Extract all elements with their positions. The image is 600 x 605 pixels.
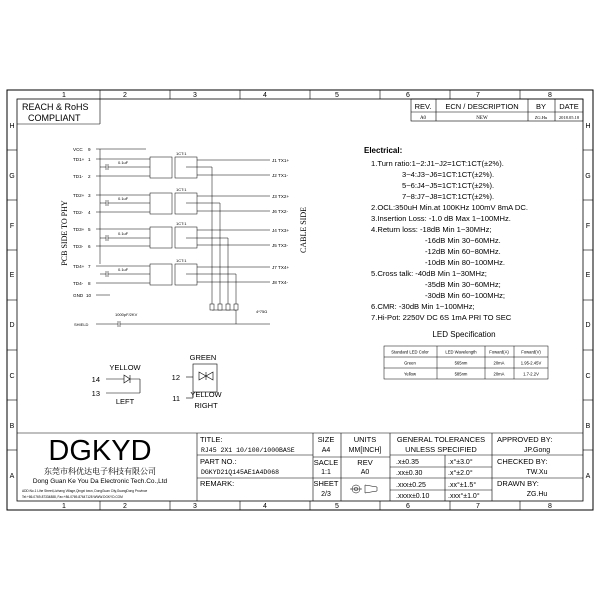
cable-pin-label: J2 TX1- xyxy=(272,173,288,178)
cable-pin-label: J6 TX2- xyxy=(272,209,288,214)
pcb-side-label: PCB SIDE TO PHY xyxy=(60,200,69,266)
col-number: 6 xyxy=(406,92,410,99)
schematic-labels xyxy=(74,151,267,327)
led-header: LED Wavelength xyxy=(445,349,477,355)
row-letter: C xyxy=(585,373,591,380)
row-letter: B xyxy=(585,423,591,430)
title-value: RJ45 2X1 10/100/1000BASE xyxy=(201,447,295,454)
spec-line: 5~6:J4~J5=1CT:1CT(±2%). xyxy=(402,181,495,190)
right-pin-labels xyxy=(272,158,289,285)
tolerance-cell: .xxx°±1.0° xyxy=(448,493,480,500)
shield-label: SHIELD xyxy=(74,322,89,327)
pin-label: TD2- xyxy=(73,210,84,215)
col-number: 7 xyxy=(476,503,480,510)
col-number: 7 xyxy=(476,92,480,99)
row-letter: H xyxy=(585,123,591,130)
electrical-title: Electrical: xyxy=(364,146,403,155)
tolerance-title: GENERAL TOLERANCES xyxy=(396,435,486,444)
revision-table xyxy=(411,99,583,121)
cable-pin-label: J5 TX3- xyxy=(272,243,288,248)
ecn-value: NEW xyxy=(476,116,488,121)
led-cell: Yellow xyxy=(404,371,416,377)
rev-value: A0 xyxy=(419,116,427,121)
tolerance-cell: .xxxx±0.10 xyxy=(396,493,430,500)
spec-line: 1.Turn ratio:1~2:J1~J2=1CT:1CT(±2%). xyxy=(371,159,504,168)
pin-label: TD3+ xyxy=(73,227,85,232)
row-letter: F xyxy=(9,223,15,230)
remark-label: REMARK: xyxy=(200,479,235,488)
part-value: DGKYD21Q145AE1A4D068 xyxy=(201,469,280,476)
led-side-label: LEFT xyxy=(115,397,135,406)
spec-line: 3.Insertion Loss: -1.0 dB Max 1~100MHz. xyxy=(371,214,511,223)
size-value: A4 xyxy=(321,447,331,454)
row-letter: E xyxy=(9,272,15,279)
sheet-value: 2/3 xyxy=(321,491,331,498)
units-value: MM[INCH] xyxy=(348,447,382,454)
spec-line: -10dB Min 80~100MHz. xyxy=(425,258,505,267)
pin-number: 4 xyxy=(88,210,91,215)
col-number: 3 xyxy=(193,92,197,99)
col-number: 8 xyxy=(548,503,552,510)
by-value: ZG.Hu xyxy=(534,115,548,120)
spec-line: 7~8:J7~J8=1CT:1CT(±2%). xyxy=(402,192,495,201)
col-number: 5 xyxy=(335,92,339,99)
led-cell: 565nm xyxy=(454,360,468,366)
spec-line: 7.Hi-Pot: 2250V DC 6S 1mA PRI TO SEC xyxy=(371,313,512,322)
company-contact: Tel:+86-0769-87334888, Fax:+86-0769-87647128 WWW.DGKYD.COM xyxy=(22,495,123,499)
transformer-label: 1CT:1 xyxy=(176,258,187,263)
pin-label: TD1- xyxy=(73,174,84,179)
pin-number: 5 xyxy=(88,227,91,232)
column-numbers-bottom xyxy=(62,503,552,510)
by-header: BY xyxy=(535,102,547,111)
col-number: 5 xyxy=(335,503,339,510)
row-letter: C xyxy=(9,373,15,380)
cable-side-label: CABLE SIDE xyxy=(299,207,308,253)
pin-label: VCC xyxy=(73,147,83,152)
title-label: TITLE: xyxy=(200,435,223,444)
cable-pin-label: J4 TX3+ xyxy=(272,228,290,233)
cap-label: 0.1uF xyxy=(118,160,129,165)
checked-value: TW.Xu xyxy=(526,469,548,476)
units-label: UNITS xyxy=(353,435,377,444)
col-number: 4 xyxy=(263,92,267,99)
row-letter: F xyxy=(585,223,591,230)
pin-label: TD4- xyxy=(73,281,84,286)
drawn-value: ZG.Hu xyxy=(526,491,548,498)
electrical-specs xyxy=(364,146,528,322)
row-letter: A xyxy=(9,473,15,480)
pin-number: 9 xyxy=(88,147,91,152)
row-letter: G xyxy=(585,173,591,180)
compliance-label xyxy=(22,102,89,123)
led-cell: 20mA xyxy=(493,360,505,366)
compliance-line: REACH & RoHS xyxy=(22,102,89,112)
spec-line: 4.Return loss: -18dB Min 1~30MHz; xyxy=(371,225,492,234)
approved-value: JP.Gong xyxy=(523,447,551,454)
tolerance-cell: .xx±0.30 xyxy=(396,470,423,477)
pin-label: TD4+ xyxy=(73,264,85,269)
col-number: 1 xyxy=(62,503,66,510)
sheet-label: SHEET xyxy=(313,479,339,488)
transformer-label: 1CT:1 xyxy=(176,151,187,156)
spec-line: 6.CMR: -30dB Min 1~100MHz; xyxy=(371,302,475,311)
company-address: ADD:No.1 Lihe Street,Lizhang Village,Qingxi town, DongGuan City,GuangDong Province xyxy=(22,489,148,493)
projection-symbol-icon xyxy=(350,485,377,493)
spec-line: 5.Cross talk: -40dB Min 1~30MHz; xyxy=(371,269,487,278)
pin-number: 2 xyxy=(88,174,91,179)
led-pin: 13 xyxy=(91,389,100,398)
row-letter: E xyxy=(585,272,591,279)
pin-label: TD3- xyxy=(73,244,84,249)
column-numbers-top xyxy=(62,92,552,99)
scale-label: SACLE xyxy=(313,458,339,467)
compliance-line: COMPLIANT xyxy=(28,113,81,123)
spec-line: 2.OCL:350uH Min.at 100KHz 100mV 8mA DC. xyxy=(371,203,529,212)
spec-line: 3~4:J3~J6=1CT:1CT(±2%). xyxy=(402,170,495,179)
row-letters-right xyxy=(585,123,590,480)
row-letter: D xyxy=(9,322,15,329)
row-letter: G xyxy=(9,173,15,180)
magnetics-schematic xyxy=(73,147,270,327)
tolerance-rows xyxy=(396,458,480,500)
led-cell: 1.7-2.2V xyxy=(523,371,539,377)
led-cell: 20mA xyxy=(493,371,505,377)
col-number: 1 xyxy=(62,92,66,99)
cap-label: 0.1uF xyxy=(118,196,129,201)
part-label: PART NO.: xyxy=(200,457,237,466)
transformer-label: 1CT:1 xyxy=(176,187,187,192)
led-spec-table xyxy=(384,346,548,379)
pin-number: 8 xyxy=(88,281,91,286)
led-pin: 14 xyxy=(91,375,100,384)
row-markers xyxy=(7,150,593,450)
spec-line: -12dB Min 60~80MHz. xyxy=(425,247,501,256)
rev-label: REV xyxy=(357,458,373,467)
col-number: 8 xyxy=(548,92,552,99)
led-cell: Green xyxy=(404,360,416,366)
led-left xyxy=(92,363,142,406)
row-letter: H xyxy=(9,123,15,130)
pin-number: 6 xyxy=(88,244,91,249)
led-cell: 585nm xyxy=(454,371,468,377)
led-pin: 12 xyxy=(171,373,180,382)
spec-line: -30dB Min 60~100MHz; xyxy=(425,291,505,300)
cable-pin-label: J8 TX4- xyxy=(272,280,288,285)
resistor-label: 4*75Ω xyxy=(256,309,268,314)
date-header: DATE xyxy=(559,102,579,111)
led-header: Foward(A) xyxy=(489,349,509,355)
checked-label: CHECKED BY: xyxy=(497,457,548,466)
tolerance-cell: .x°±3.0° xyxy=(448,459,473,466)
led-pin: 11 xyxy=(172,394,180,403)
tolerance-cell: .x°±2.0° xyxy=(448,470,473,477)
rev-header: REV. xyxy=(414,102,432,111)
led-side-label: RIGHT xyxy=(194,401,218,410)
transformer-label: 1CT:1 xyxy=(176,221,187,226)
pin-number: 1 xyxy=(88,157,91,162)
spec-line: -16dB Min 30~60MHz. xyxy=(425,236,501,245)
cap-label: 0.1uF xyxy=(118,231,129,236)
tolerance-cell: .x±0.35 xyxy=(396,459,419,466)
row-letter: B xyxy=(9,423,15,430)
date-value: 2018.05.18 xyxy=(558,115,580,120)
cable-pin-label: J7 TX4+ xyxy=(272,265,290,270)
led-cell: 1.95-2.45V xyxy=(520,360,542,366)
spec-line: -35dB Min 30~60MHz; xyxy=(425,280,501,289)
pin-number: 10 xyxy=(86,293,92,298)
row-letter: A xyxy=(585,473,591,480)
led-header: Foward(V) xyxy=(521,349,541,355)
row-letter: D xyxy=(585,322,591,329)
cable-pin-label: J1 TX1+ xyxy=(272,158,290,163)
led-color-label: YELLOW xyxy=(109,363,141,372)
pin-label: GND xyxy=(73,293,84,298)
col-number: 6 xyxy=(406,503,410,510)
led-spec-title: LED Specification xyxy=(432,330,496,339)
drawn-label: DRAWN BY: xyxy=(497,479,539,488)
tolerance-cell: .xx°±1.5° xyxy=(448,482,477,489)
rev-value: A0 xyxy=(360,469,370,476)
col-number: 3 xyxy=(193,503,197,510)
approved-label: APPROVED BY: xyxy=(497,435,553,444)
company-logo: DGKYD xyxy=(48,435,152,467)
pin-label: TD2+ xyxy=(73,193,85,198)
pin-number: 3 xyxy=(88,193,91,198)
shield-cap-label: 1000pF/2KV xyxy=(115,312,138,317)
cap-label: 0.1uF xyxy=(118,267,129,272)
pin-number: 7 xyxy=(88,264,91,269)
col-number: 2 xyxy=(123,503,127,510)
tolerance-subtitle: UNLESS SPECIFIED xyxy=(405,445,477,454)
led-color-label: GREEN xyxy=(189,353,217,362)
col-number: 2 xyxy=(123,92,127,99)
company-name-cn: 东莞市科优达电子科技有限公司 xyxy=(44,467,156,476)
led-right xyxy=(172,353,223,410)
tolerance-cell: .xxx±0.25 xyxy=(396,482,426,489)
row-letters-left xyxy=(9,123,14,480)
ecn-header: ECN / DESCRIPTION xyxy=(445,102,519,111)
pin-label: TD1+ xyxy=(73,157,85,162)
scale-value: 1:1 xyxy=(321,469,331,476)
cable-pin-label: J3 TX2+ xyxy=(272,194,290,199)
led-color-label: YELLOW xyxy=(190,390,222,399)
company-name-en: Dong Guan Ke You Da Electronic Tech.Co.,Ltd xyxy=(32,478,168,485)
size-label: SIZE xyxy=(317,435,335,444)
led-header: Standard LED Color xyxy=(391,349,429,355)
col-number: 4 xyxy=(263,503,267,510)
